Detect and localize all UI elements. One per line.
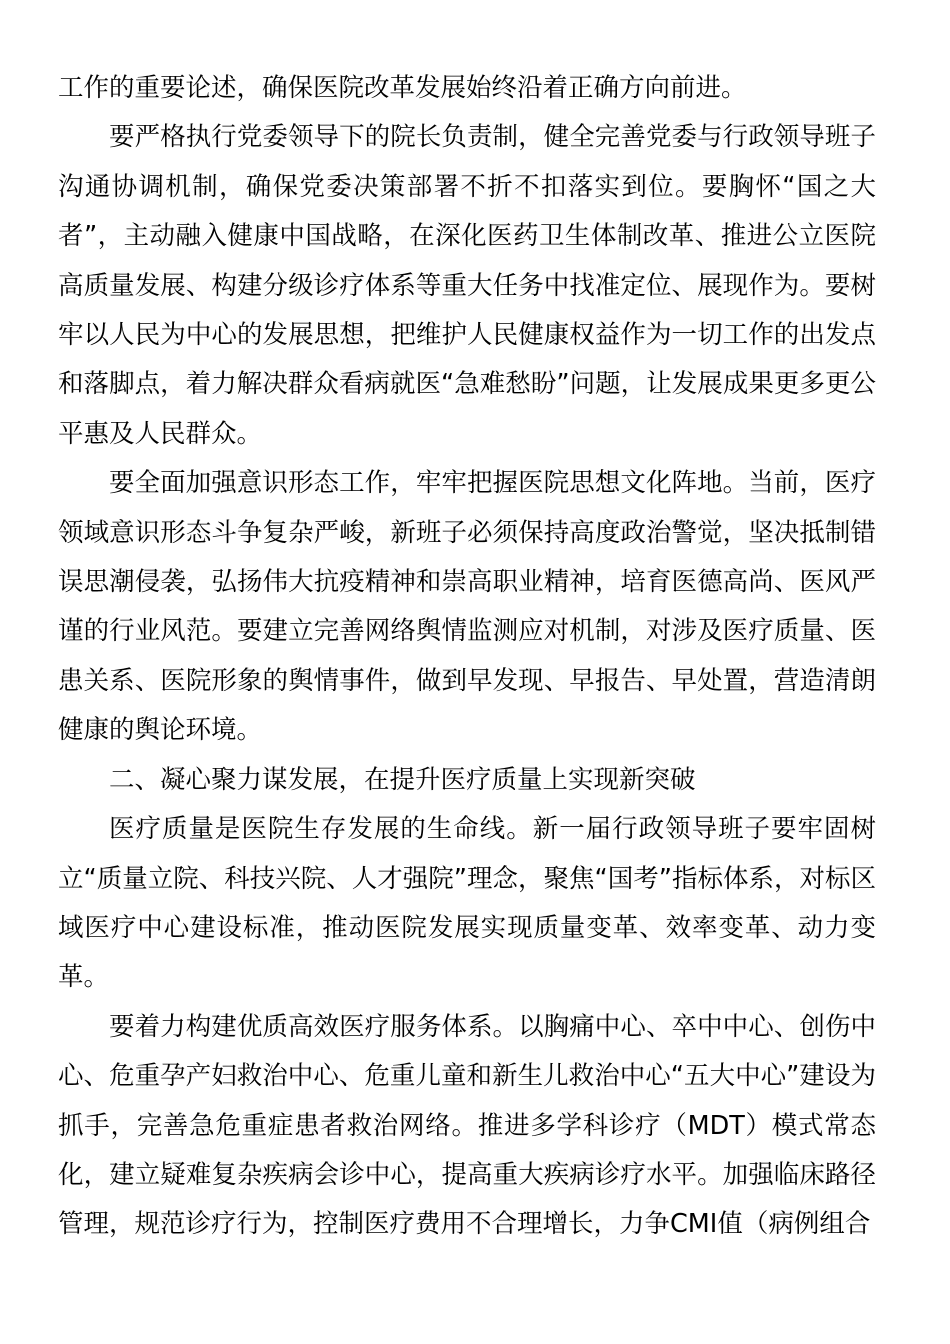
- section-heading: 二、凝心聚力谋发展，在提升医疗质量上实现新突破: [109, 764, 696, 795]
- paragraph-ideology-work: 要全面加强意识形态工作，牢牢把握医院思想文化阵地。当前，医疗领域意识形态斗争复杂严峻，新班子必须保持高度政治警觉，坚决抵制错误思潮侵袭，弘扬伟大抗疫精神和崇高职业精神，培育医德高尚、医风严谨的行业风范。要建立完善网络舆情监测应对机制，对涉及医疗质量、医患关系、医院形象的舆情事件，做到早发现、早报告、早处置，营造清朗健康的舆论环境。: [58, 468, 876, 746]
- paragraph-medical-quality: 医疗质量是医院生存发展的生命线。新一届行政领导班子要牢固树立“质量立院、科技兴院、人才强院”理念，聚焦“国考”指标体系，对标区域医疗中心建设标准，推动医院发展实现质量变革、效率变革、动力变革。: [58, 814, 876, 993]
- document-page: [58, 64, 876, 1250]
- paragraph-leadership-system: 要严格执行党委领导下的院长负责制，健全完善党委与行政领导班子沟通协调机制，确保党委决策部署不折不扣落实到位。要胸怀“国之大者”，主动融入健康中国战略，在深化医药卫生体制改革、推进公立医院高质量发展、构建分级诊疗体系等重大任务中找准定位、展现作为。要树牢以人民为中心的发展思想，把维护人民健康权益作为一切工作的出发点和落脚点，着力解决群众看病就医“急难愁盼”问题，让发展成果更多更公平惠及人民群众。: [58, 122, 876, 449]
- paragraph-continuation: 工作的重要论述，确保医院改革发展始终沿着正确方向前进。: [58, 73, 747, 103]
- paragraph-service-system: 要着力构建优质高效医疗服务体系。以胸痛中心、卒中中心、创伤中心、危重孕产妇救治中心、危重儿童和新生儿救治中心“五大中心”建设为抓手，完善急危重症患者救治网络。推进多学科诊疗（MDT）模式常态化，建立疑难复杂疾病会诊中心，提高重大疾病诊疗水平。加强临床路径管理，规范诊疗行为，控制医疗费用不合理增长，力争CMI值（病例组合: [58, 1011, 876, 1240]
